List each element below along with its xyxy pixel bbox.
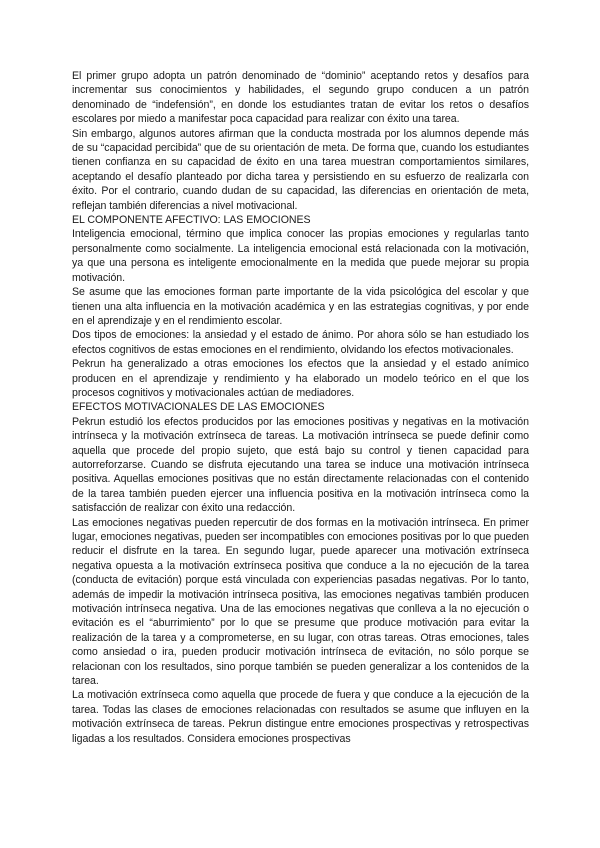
paragraph: Pekrun estudió los efectos producidos por las emociones positivas y negativas en la motivación intrínseca y la motivación extrínseca de tareas. La motivación intrínseca se puede definir como aquella que procede del propio sujeto, que está bajo su control y tienen capacidad para autorreforzarse. Cuando se disfruta ejecutando una tarea se induce una motivación intrínseca positiva. Aquellas emociones positivas que no están directamente relacionadas con el contenido de la tarea también pueden ejercer una influencia positiva en la motivación intrínseca como la satisfacción de realizar con éxito una redacción. (72, 415, 529, 515)
paragraph: Inteligencia emocional, término que implica conocer las propias emociones y regularlas tanto personalmente como socialmente. La inteligencia emocional está relacionada con la motivación, ya que una persona es inteligente emocionalmente en la medida que puede mejorar su propia motivación. (72, 228, 529, 284)
paragraph: La motivación extrínseca como aquella que procede de fuera y que conduce a la ejecución de la tarea. Todas las clases de emociones relacionadas con resultados se asume que influyen en la motivación extrínseca de tareas. Pekrun distingue entre emociones prospectivas y retrospectivas ligadas a los resultados. Considera emociones prospectivas (72, 689, 529, 745)
paragraph: Pekrun ha generalizado a otras emociones los efectos que la ansiedad y el estado anímico producen en el aprendizaje y rendimiento y ha elaborado un modelo teórico en el que los procesos cognitivos y motivacionales actúan de mediadores. (72, 358, 529, 399)
document-page (72, 69, 529, 746)
paragraph: Se asume que las emociones forman parte importante de la vida psicológica del escolar y que tienen una alta influencia en la motivación académica y en las estrategias cognitivas, y por ende en el aprendizaje y en el rendimiento escolar. (72, 286, 529, 327)
section-heading: EL COMPONENTE AFECTIVO: LAS EMOCIONES (72, 214, 311, 227)
section-heading: EFECTOS MOTIVACIONALES DE LAS EMOCIONES (72, 401, 325, 414)
paragraph: Sin embargo, algunos autores afirman que la conducta mostrada por los alumnos depende más de su “capacidad percibida” que de su orientación de meta. De forma que, cuando los estudiantes tienen confianza en su capacidad de éxito en una tarea muestran comportamientos similares, aceptando el desafío planteado por dicha tarea y persistiendo en su esfuerzo de realizarla con éxito. Por el contrario, cuando dudan de su capacidad, las diferencias en orientación de meta, reflejan también diferencias a nivel motivacional. (72, 127, 529, 212)
paragraph: El primer grupo adopta un patrón denominado de “dominio” aceptando retos y desafíos para incrementar sus conocimientos y habilidades, el segundo grupo conducen a un patrón denominado de “indefensión”, en donde los estudiantes tratan de evitar los retos o desafíos escolares por miedo a manifestar poca capacidad para realizar con éxito una tarea. (72, 70, 529, 126)
paragraph: Las emociones negativas pueden repercutir de dos formas en la motivación intrínseca. En primer lugar, emociones negativas, pueden ser incompatibles con emociones positivas por lo que pueden reducir el disfrute en la tarea. En segundo lugar, puede aparecer una motivación extrínseca negativa opuesta a la motivación extrínseca positiva que conduce a la no ejecución de la tarea (conducta de evitación) porque está vinculada con experiencias pasadas negativas. Por lo tanto, además de impedir la motivación intrínseca positiva, las emociones negativas también producen motivación intrínseca negativa. Una de las emociones negativas que conlleva a la no ejecución o evitación es el “aburrimiento” por lo que se presume que produce motivación para evitar la realización de la tarea y a comprometerse, en su lugar, con otras tareas. Otras emociones, tales como ansiedad o ira, pueden producir motivación intrínseca de evitación, no sólo porque se relacionan con los resultados, sino porque también se pueden generalizar a los contenidos de la tarea. (72, 516, 530, 688)
paragraph: Dos tipos de emociones: la ansiedad y el estado de ánimo. Por ahora sólo se han estudiado los efectos cognitivos de estas emociones en el rendimiento, olvidando los efectos motivacionales. (72, 329, 529, 356)
